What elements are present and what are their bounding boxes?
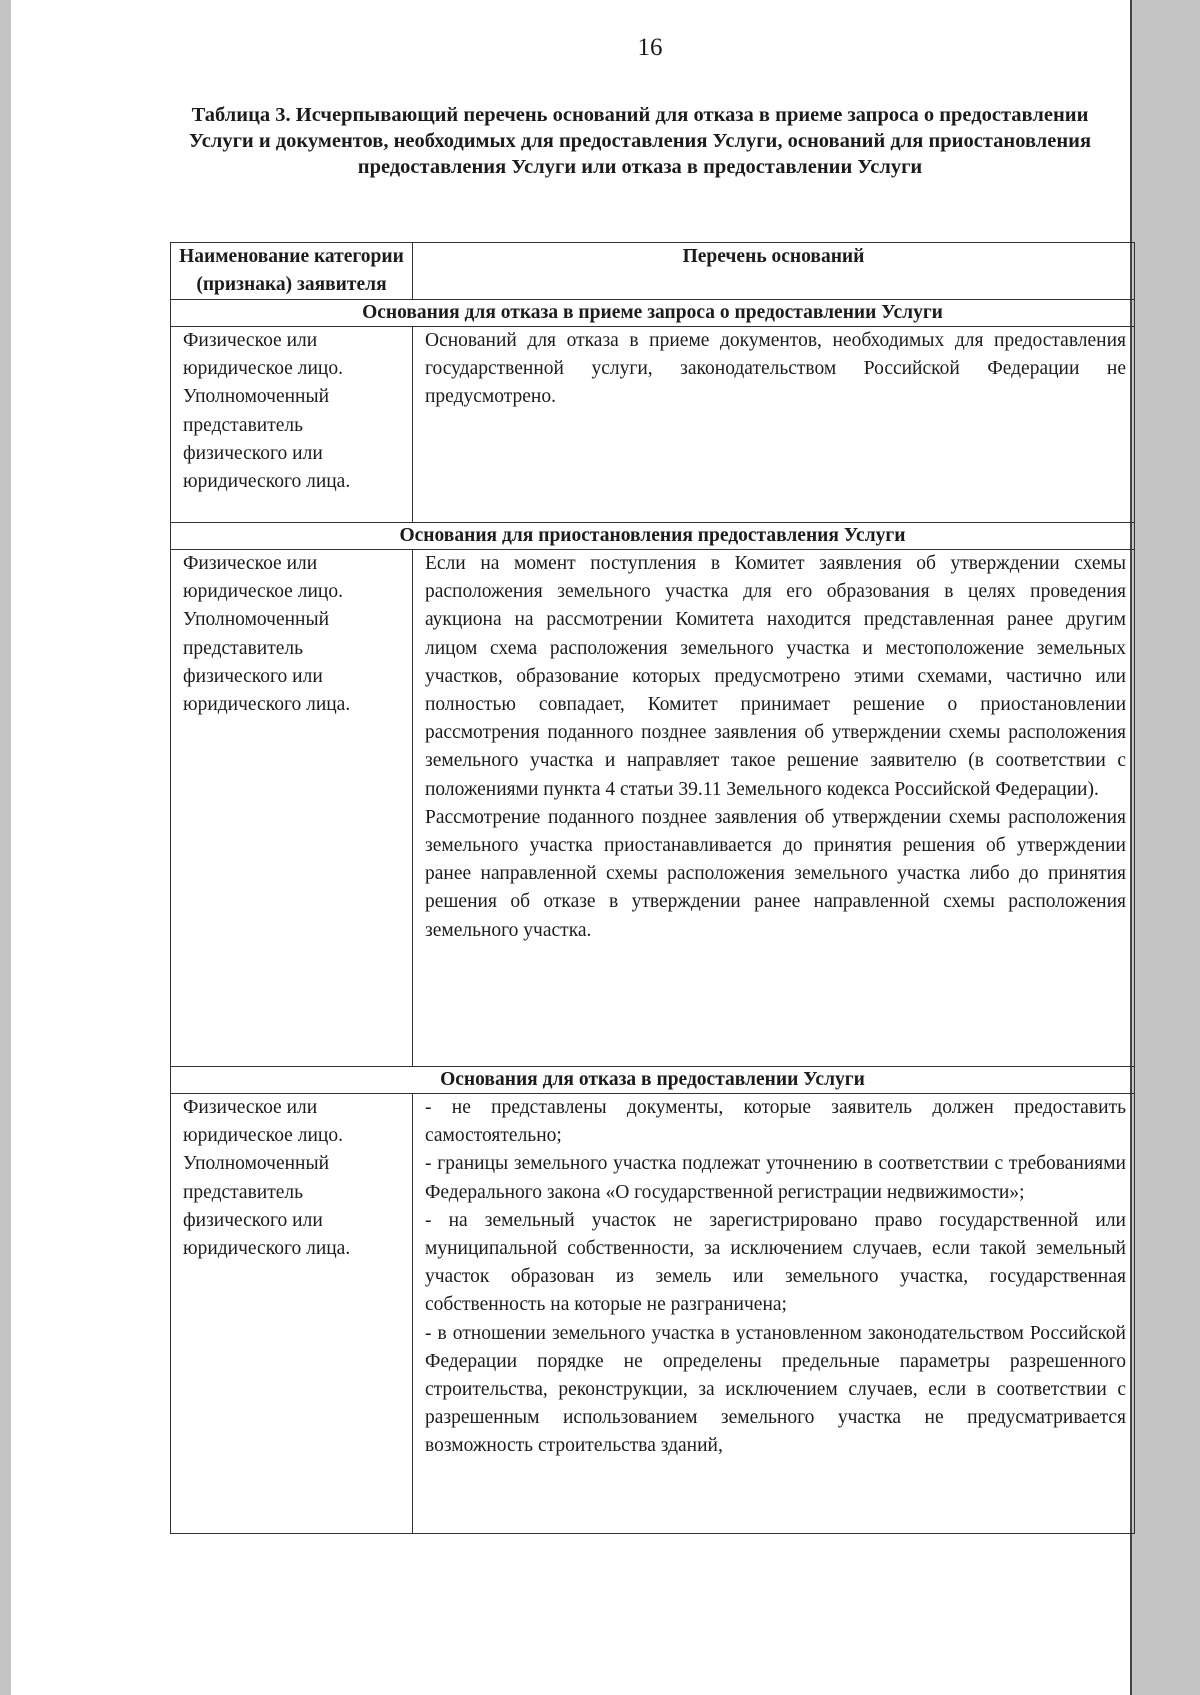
section-row-2 — [171, 523, 1135, 550]
page-number: 16 — [637, 34, 663, 61]
grounds-paragraph: - не представлены документы, которые заявитель должен предоставить самостоятельно; — [425, 1097, 1126, 1147]
section-title: Основания для приостановления предоставления Услуги — [171, 523, 1135, 550]
table-title: Таблица 3. Исчерпывающий перечень оснований для отказа в приеме запроса о предоставлении Услуги и документов, необходимых для предоставления Услуги, оснований для приостановления предоставления Услуги или отказа в предоставлении Услуги — [188, 104, 1092, 178]
header-grounds: Перечень оснований — [413, 243, 1135, 300]
section-title: Основания для отказа в приеме запроса о предоставлении Услуги — [171, 300, 1135, 327]
table-row — [171, 1094, 1135, 1534]
scan-edge-left — [0, 0, 11, 1695]
scan-edge-right — [1130, 0, 1200, 1695]
grounds-paragraph: - на земельный участок не зарегистрировано право государственной или муниципальной собственности, за исключением случаев, если такой земельный участок образован из земель или земельного участка, государственная собственность на которые не разграничена; — [425, 1209, 1126, 1316]
grounds-paragraph: - в отношении земельного участка в установленном законодательством Российской Федерации порядке не определены предельные параметры разрешенного строительства, реконструкции, за исключением случаев, если в соответствии с разрешенным использованием земельного участка не предусматривается возможность строительства зданий, — [425, 1322, 1126, 1457]
grounds-paragraph: - границы земельного участка подлежат уточнению в соответствии с требованиями Федерального закона «О государственной регистрации недвижимости»; — [425, 1153, 1126, 1203]
grounds-paragraph: Рассмотрение поданного позднее заявления об утверждении схемы расположения земельного участка приостанавливается до принятия решения об утверждении ранее направленной схемы расположения земельного участка либо до принятия решения об отказе в утверждении ранее направленной схемы расположения земельного участка. — [425, 806, 1126, 941]
grounds-cell — [413, 327, 1135, 523]
table-row — [171, 550, 1135, 1067]
table-header-row — [171, 243, 1135, 300]
section-row-3 — [171, 1067, 1135, 1094]
category-cell: Физическое или юридическое лицо. Уполномоченный представитель физического или юридического лица. — [171, 1094, 413, 1534]
grounds-table — [170, 242, 1135, 1534]
grounds-paragraph: Оснований для отказа в приеме документов, необходимых для предоставления государственной услуги, законодательством Российской Федерации не предусмотрено. — [425, 330, 1126, 408]
category-cell: Физическое или юридическое лицо. Уполномоченный представитель физического или юридического лица. — [171, 327, 413, 523]
grounds-cell — [413, 1094, 1135, 1534]
grounds-paragraph: Если на момент поступления в Комитет заявления об утверждении схемы расположения земельного участка для его образования в целях проведения аукциона на рассмотрении Комитета находится представленная ранее другим лицом схема расположения земельного участка и местоположение земельных участков, образование которых предусмотрено этими схемами, частично или полностью совпадает, Комитет принимает решение о приостановлении рассмотрения поданного позднее заявления об утверждении схемы расположения земельного участка и направляет такое решение заявителю (в соответствии с положениями пункта 4 статьи 39.11 Земельного кодекса Российской Федерации). — [425, 553, 1126, 800]
header-category: Наименование категории (признака) заявителя — [171, 243, 413, 300]
category-cell: Физическое или юридическое лицо. Уполномоченный представитель физического или юридического лица. — [171, 550, 413, 1067]
grounds-cell — [413, 550, 1135, 1067]
section-row-1 — [171, 300, 1135, 327]
section-title: Основания для отказа в предоставлении Услуги — [171, 1067, 1135, 1094]
table-row — [171, 327, 1135, 523]
